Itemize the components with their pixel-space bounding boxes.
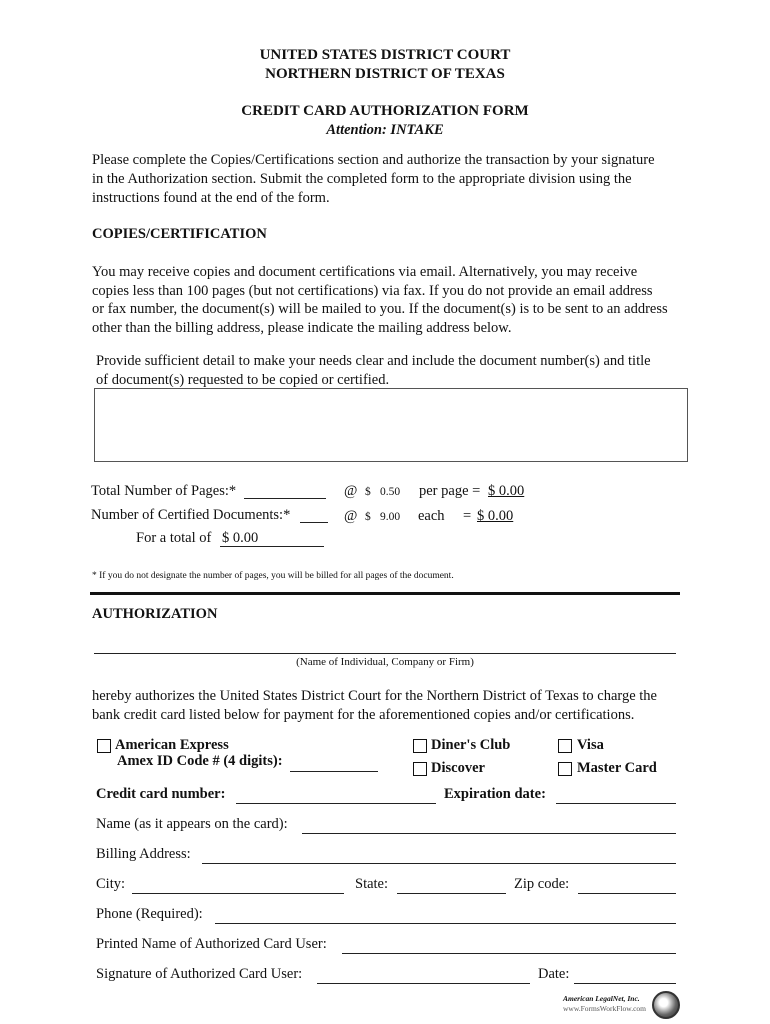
mastercard-label: Master Card: [577, 760, 657, 776]
copies-paragraph-line-4: other than the billing address, please indicate the mailing address below.: [92, 320, 512, 336]
intro-line-3: instructions found at the end of the form.: [92, 190, 330, 206]
state-label: State:: [355, 876, 389, 892]
court-name-line2: NORTHERN DISTRICT OF TEXAS: [265, 66, 505, 82]
amex-id-input[interactable]: [290, 771, 378, 772]
certified-total-value: $ 0.00: [477, 508, 514, 524]
attention-line: Attention: INTAKE: [326, 122, 444, 138]
phone-label: Phone (Required):: [96, 906, 203, 922]
at-sign-pages: @: [344, 483, 358, 499]
authorization-text-line-1: hereby authorizes the United States District Court for the Northern District of Texas to charge the: [92, 688, 657, 704]
mastercard-checkbox[interactable]: [558, 762, 572, 776]
visa-label: Visa: [577, 737, 604, 753]
signature-input[interactable]: [317, 983, 530, 984]
visa-checkbox[interactable]: [558, 739, 572, 753]
grand-total-value: $ 0.00: [222, 530, 259, 546]
state-input[interactable]: [397, 893, 506, 894]
authorization-text-line-2: bank credit card listed below for payment for the aforementioned copies and/or certifications.: [92, 707, 635, 723]
copies-paragraph-line-1: You may receive copies and document certifications via email. Alternatively, you may receive: [92, 264, 638, 280]
at-sign-certified: @: [344, 508, 358, 524]
grand-total-label: For a total of: [136, 530, 212, 546]
document-details-textarea[interactable]: [94, 388, 688, 462]
name-on-card-input[interactable]: [302, 833, 676, 834]
printed-name-label: Printed Name of Authorized Card User:: [96, 936, 327, 952]
authorization-heading: AUTHORIZATION: [92, 606, 218, 622]
diners-club-checkbox[interactable]: [413, 739, 427, 753]
copies-heading: COPIES/CERTIFICATION: [92, 226, 267, 242]
rate-per-certification: 9.00: [380, 511, 401, 523]
section-divider: [90, 592, 680, 595]
pages-footnote: * If you do not designate the number of pages, you will be billed for all pages of the document.: [92, 571, 454, 581]
signature-date-label: Date:: [538, 966, 570, 982]
printed-name-input[interactable]: [342, 953, 676, 954]
detail-instructions-line-2: of document(s) requested to be copied or certified.: [96, 372, 390, 388]
each-label: each: [418, 508, 445, 524]
amex-checkbox[interactable]: [97, 739, 111, 753]
footer-url[interactable]: www.FormsWorkFlow.com: [563, 1004, 647, 1013]
intro-line-1: Please complete the Copies/Certifications section and authorize the transaction by your signature: [92, 152, 655, 168]
court-name-line1: UNITED STATES DISTRICT COURT: [259, 47, 511, 63]
rate-per-page: 0.50: [380, 486, 401, 498]
total-pages-input[interactable]: [244, 498, 326, 499]
diners-club-label: Diner's Club: [431, 737, 511, 753]
detail-instructions-line-1: Provide sufficient detail to make your needs clear and include the document number(s) and title: [96, 353, 651, 369]
copies-paragraph-line-3: or fax number, the document(s) will be mailed to you. If the document(s) is to be sent to an address: [92, 301, 668, 317]
currency-certified: $: [365, 511, 371, 523]
amex-id-label: Amex ID Code # (4 digits):: [117, 753, 283, 769]
certified-docs-label: Number of Certified Documents:*: [91, 507, 291, 523]
city-label: City:: [96, 876, 126, 892]
currency-pages: $: [365, 486, 371, 498]
authorizer-name-input[interactable]: [94, 653, 676, 654]
billing-address-input[interactable]: [202, 863, 676, 864]
intro-line-2: in the Authorization section. Submit the completed form to the appropriate division using the: [92, 171, 632, 187]
per-page-label: per page =: [419, 483, 481, 499]
expiration-date-label: Expiration date:: [444, 786, 546, 802]
pages-total-value: $ 0.00: [488, 483, 525, 499]
grand-total-underline: [220, 546, 324, 547]
expiration-date-input[interactable]: [556, 803, 676, 804]
copies-paragraph-line-2: copies less than 100 pages (but not certifications) via fax. If you do not provide an email address: [92, 283, 653, 299]
footer-company: American LegalNet, Inc.: [563, 994, 640, 1003]
form-title: CREDIT CARD AUTHORIZATION FORM: [241, 103, 529, 119]
phone-input[interactable]: [215, 923, 676, 924]
zip-code-input[interactable]: [578, 893, 676, 894]
certified-docs-input[interactable]: [300, 522, 328, 523]
equals-sign-certified: =: [463, 508, 472, 524]
billing-address-label: Billing Address:: [96, 846, 191, 862]
discover-label: Discover: [431, 760, 485, 776]
discover-checkbox[interactable]: [413, 762, 427, 776]
card-number-input[interactable]: [236, 803, 436, 804]
signature-date-input[interactable]: [574, 983, 676, 984]
authorizer-name-caption: (Name of Individual, Company or Firm): [296, 656, 474, 668]
name-on-card-label: Name (as it appears on the card):: [96, 816, 288, 832]
total-pages-label: Total Number of Pages:*: [91, 483, 237, 499]
company-logo-icon: [652, 991, 680, 1019]
signature-label: Signature of Authorized Card User:: [96, 966, 303, 982]
city-input[interactable]: [132, 893, 344, 894]
card-number-label: Credit card number:: [96, 786, 226, 802]
zip-code-label: Zip code:: [514, 876, 570, 892]
amex-label: American Express: [115, 737, 229, 753]
